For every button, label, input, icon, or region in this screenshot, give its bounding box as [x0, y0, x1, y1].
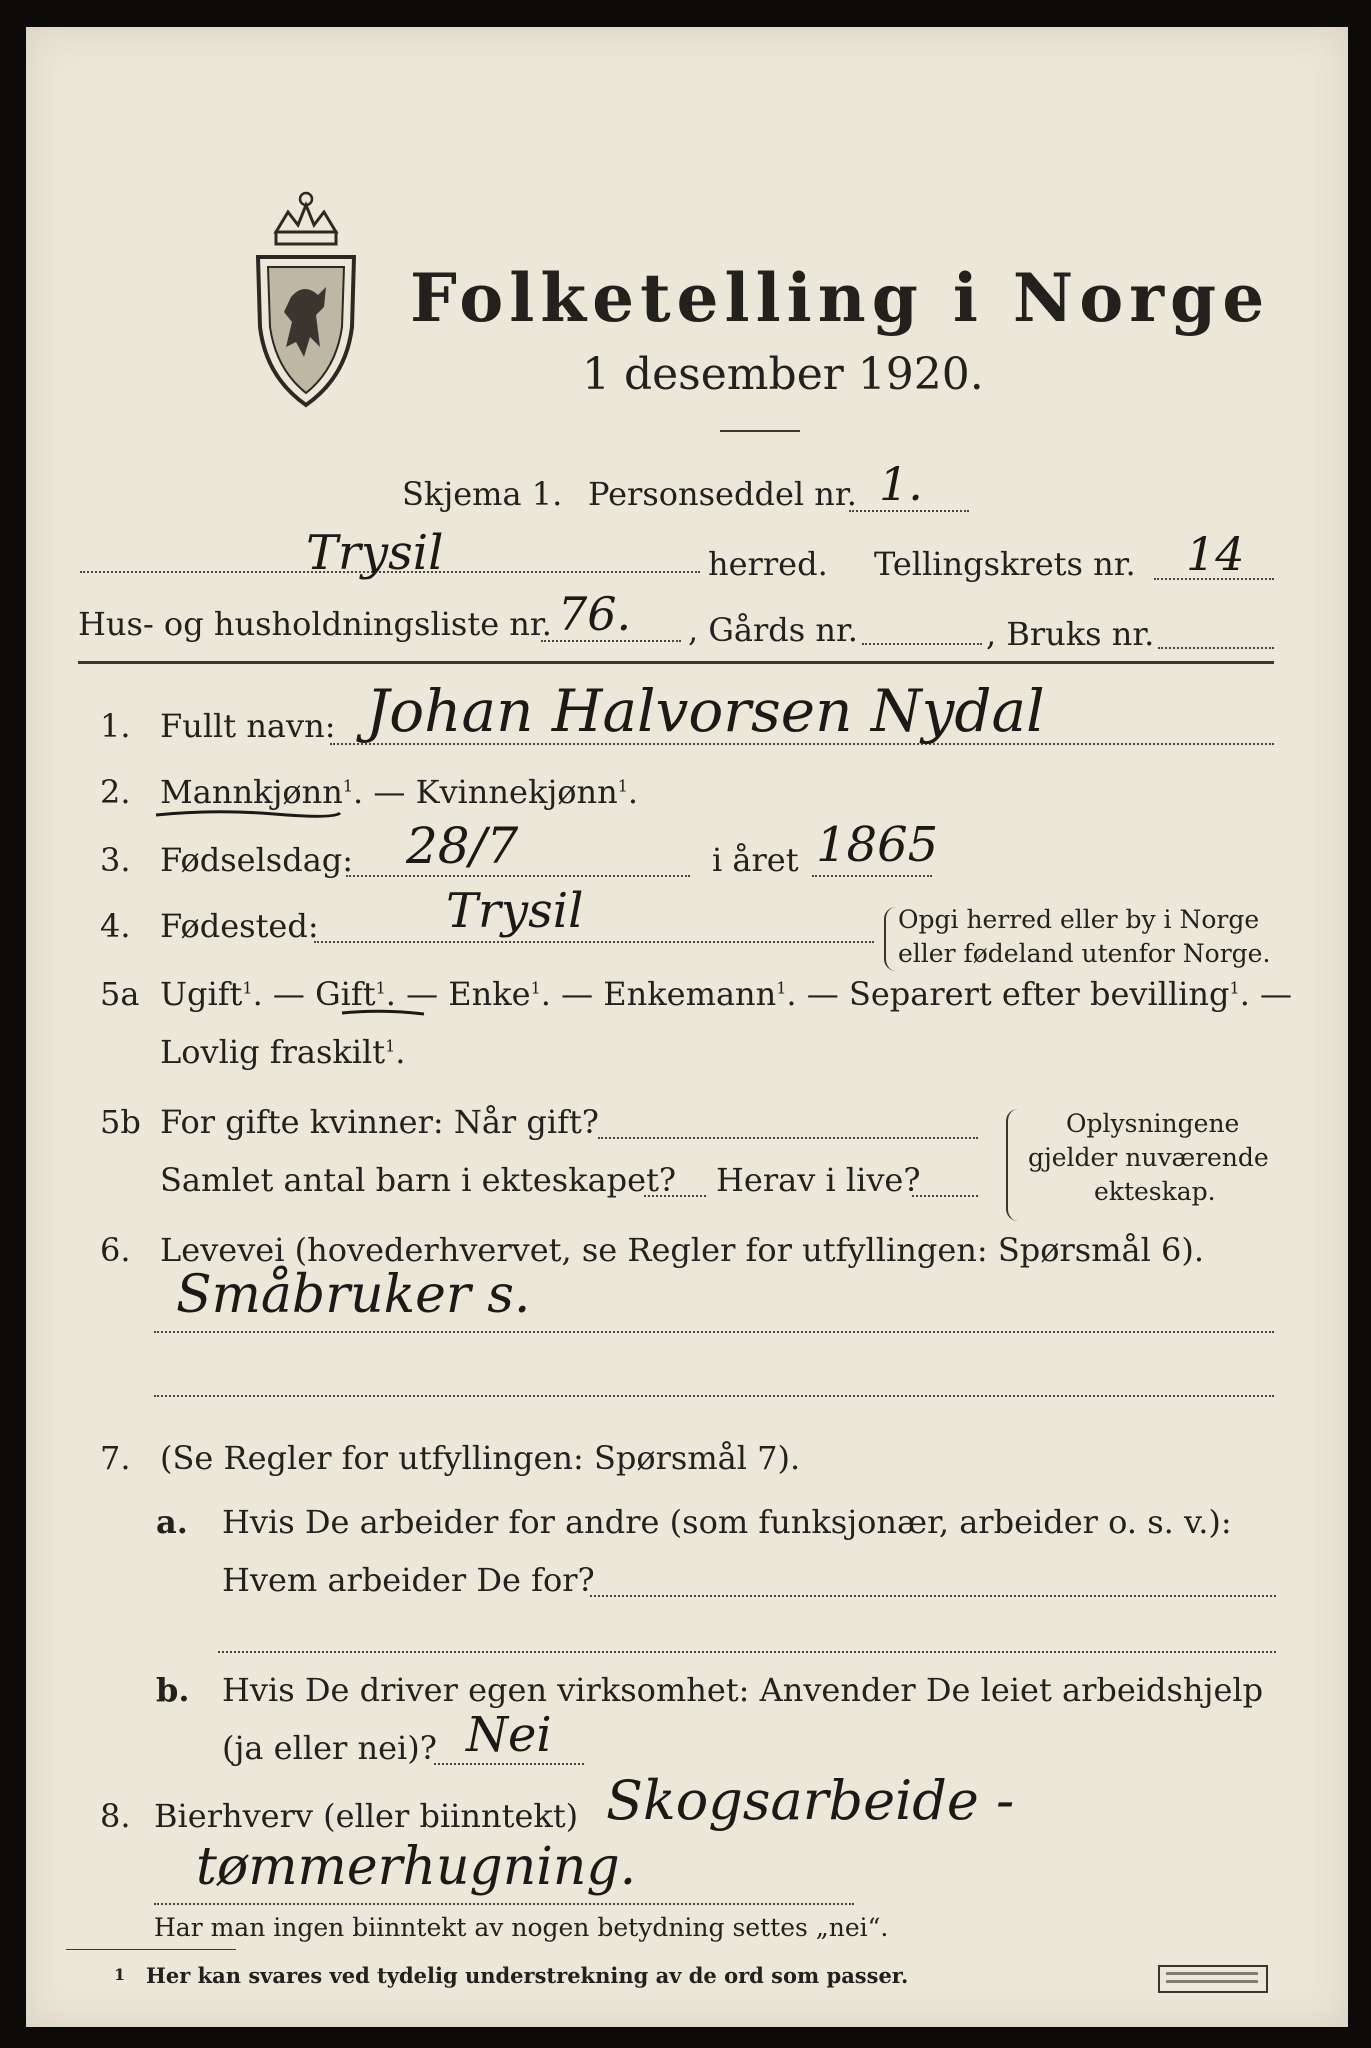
- q7b-sub-label: (ja eller nei)?: [222, 1729, 437, 1767]
- q8-value-line1: Skogsarbeide -: [606, 1769, 1015, 1832]
- q2-number: 2.: [100, 773, 131, 811]
- q3-label: Fødselsdag:: [160, 841, 354, 879]
- q7b-label: Hvis De driver egen virksomhet: Anvender De leiet arbeidshjelp: [222, 1671, 1264, 1709]
- q5a-enkemann: Enkemann: [603, 975, 777, 1013]
- q8-note: Har man ingen biinntekt av nogen betydning settes „nei“.: [154, 1913, 889, 1942]
- q2-separator: . —: [353, 773, 416, 811]
- gards-line: [862, 643, 982, 645]
- q7b-value: Nei: [466, 1707, 552, 1763]
- header-divider: [78, 661, 1274, 664]
- q5b-number: 5b: [100, 1103, 141, 1141]
- q7a-line2: [218, 1651, 1276, 1653]
- q5b-line: [598, 1137, 978, 1139]
- q1-label: Fullt navn:: [160, 707, 336, 745]
- q5a-enke: Enke: [448, 975, 531, 1013]
- q5b-note-line3: ekteskap.: [1094, 1177, 1216, 1206]
- q8-number: 8.: [100, 1797, 131, 1835]
- q5b-label: For gifte kvinner: Når gift?: [160, 1103, 599, 1141]
- q3-line: [346, 875, 690, 877]
- q5a-fraskilt: Lovlig fraskilt$^1$.: [160, 1033, 406, 1071]
- q7a-label: Hvis De arbeider for andre (som funksjonær, arbeider o. s. v.):: [222, 1503, 1232, 1541]
- q1-number: 1.: [100, 707, 131, 745]
- q2-male-option: Mannkjønn: [160, 773, 343, 811]
- q1-value: Johan Halvorsen Nydal: [366, 677, 1045, 745]
- q8-label: Bierhverv (eller biinntekt): [154, 1797, 579, 1835]
- q3-value: 28/7: [406, 817, 519, 875]
- q7-label: (Se Regler for utfyllingen: Spørsmål 7).: [160, 1439, 801, 1477]
- q5a-gift-underline: [340, 1007, 426, 1019]
- q2-options: Mannkjønn$^1$. — Kvinnekjønn$^1$.: [160, 773, 639, 811]
- hus-value: 76.: [558, 587, 632, 641]
- footnote-text: Her kan svares ved tydelig understrekning av de ord som passer.: [146, 1963, 909, 1988]
- q6-label: Levevei (hovederhvervet, se Regler for utfyllingen: Spørsmål 6).: [160, 1231, 1205, 1269]
- bruks-label: , Bruks nr.: [986, 615, 1155, 653]
- q3-year-line: [812, 875, 932, 877]
- gards-label: , Gårds nr.: [688, 611, 858, 649]
- q4-line: [314, 941, 874, 943]
- q5a-gift: Gift: [315, 975, 376, 1013]
- q3-year-value: 1865: [816, 817, 939, 873]
- q3-year-label: i året: [712, 841, 799, 879]
- q8-value-line2: tømmerhugning.: [196, 1837, 637, 1897]
- q4-value: Trysil: [446, 883, 584, 939]
- q2-female-option: Kvinnekjønn: [415, 773, 618, 811]
- q6-value: Småbruker s.: [176, 1265, 531, 1325]
- q5a-options: Ugift$^1$. — Gift$^1$. — Enke$^1$. — Enkemann$^1$. — Separert efter bevilling$^1$. —: [160, 975, 1293, 1013]
- q4-number: 4.: [100, 907, 131, 945]
- q7a-sub-label: Hvem arbeider De for?: [222, 1561, 595, 1599]
- q5b-ilive-label: Herav i live?: [716, 1161, 921, 1199]
- q4-note-line2: eller fødeland utenfor Norge.: [898, 939, 1271, 968]
- q6-line2: [154, 1395, 1274, 1397]
- q5a-number: 5a: [100, 975, 140, 1013]
- q4-label: Fødested:: [160, 907, 319, 945]
- q4-note-brace: [884, 907, 896, 971]
- title-divider: [720, 430, 800, 432]
- herred-value: Trysil: [306, 525, 444, 581]
- q7-number: 7.: [100, 1439, 131, 1477]
- census-date: 1 desember 1920.: [582, 349, 984, 400]
- skjema-label: Skjema 1.: [402, 475, 563, 513]
- q5b-note-line1: Oplysningene: [1066, 1109, 1240, 1138]
- q5b-barn-label: Samlet antal barn i ekteskapet?: [160, 1161, 677, 1199]
- q6-line1: [154, 1331, 1274, 1333]
- personseddel-value: 1.: [879, 457, 923, 511]
- q3-number: 3.: [100, 841, 131, 879]
- q5b-note-brace: [1006, 1109, 1018, 1221]
- q6-number: 6.: [100, 1231, 131, 1269]
- q4-note-line1: Opgi herred eller by i Norge: [898, 905, 1260, 934]
- census-form-sheet: [26, 27, 1348, 2027]
- q5b-note-line2: gjelder nuværende: [1028, 1143, 1269, 1172]
- q5a-ugift: Ugift: [160, 975, 243, 1013]
- tellingskrets-value: 14: [1186, 527, 1245, 581]
- footnote-mark: 1: [114, 1965, 126, 1984]
- footnote-divider: [66, 1949, 236, 1950]
- personseddel-label: Personseddel nr.: [588, 475, 857, 513]
- herred-label: herred.: [708, 545, 828, 583]
- q5a-separert: Separert efter bevilling: [848, 975, 1230, 1013]
- tellingskrets-label: Tellingskrets nr.: [874, 545, 1136, 583]
- q2-male-underline: [154, 807, 344, 821]
- page-title: Folketelling i Norge: [410, 259, 1271, 337]
- q5b-barn-line: [644, 1195, 706, 1197]
- q5b-ilive-line: [912, 1195, 978, 1197]
- q7a-letter: a.: [156, 1503, 188, 1541]
- bruks-line: [1158, 647, 1274, 649]
- q8-line: [154, 1903, 854, 1905]
- q7b-letter: b.: [156, 1671, 190, 1709]
- q7b-line: [434, 1763, 584, 1765]
- hus-label: Hus- og husholdningsliste nr.: [78, 605, 552, 643]
- q7a-line1: [590, 1595, 1276, 1597]
- printer-stamp-icon: [1158, 1965, 1268, 1993]
- norwegian-lion-coat-of-arms-icon: [246, 187, 366, 412]
